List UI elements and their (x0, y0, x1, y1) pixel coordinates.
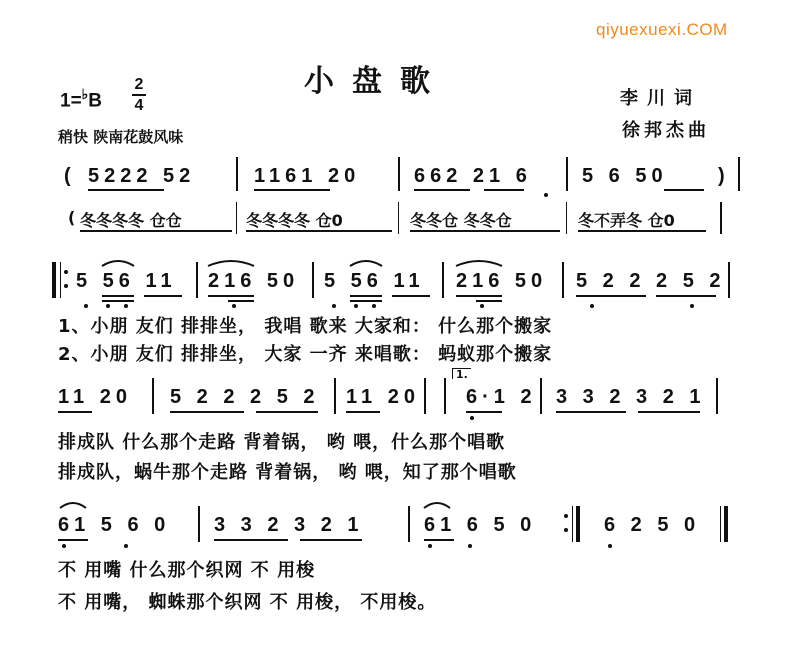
barline (398, 202, 399, 234)
percussion-measure-1: 冬冬冬冬 仓仓 (80, 211, 182, 230)
low-octave-dot (468, 544, 472, 548)
slur (58, 498, 88, 510)
key-prefix: 1= (60, 90, 82, 112)
barline (398, 157, 400, 191)
low-octave-dot (480, 304, 484, 308)
low-octave-dot (124, 544, 128, 548)
beat-underline (208, 295, 254, 297)
time-divider (132, 94, 146, 96)
barline (566, 157, 568, 191)
beat-underline (58, 539, 88, 541)
barline (738, 157, 740, 191)
low-octave-dot (372, 304, 376, 308)
row1-lyric-verse-1: 1、小朋 友们 排排坐， 我唱 歌来 大家和： 什么那个搬家 (58, 316, 553, 337)
row3-measure-2: 3 3 2 3 2 1 (214, 514, 364, 536)
low-octave-dot (470, 416, 474, 420)
percussion-measure-2: 冬冬冬冬 仓0 (246, 211, 343, 230)
beat-underline (556, 411, 626, 413)
row2-lyric-verse-2: 排成队，蜗牛那个走路 背着锅， 哟 喂，知了那个唱歌 (58, 462, 517, 483)
beat-underline (88, 189, 164, 191)
beat-underline (456, 295, 502, 297)
barline (728, 262, 730, 298)
row3-measure-1: 61 5 6 0 (58, 514, 171, 536)
beat-underline (424, 539, 454, 541)
percussion-measure-3: 冬冬仓 冬冬仓 (410, 211, 512, 230)
slur (348, 256, 384, 268)
beat-underline (300, 539, 362, 541)
slur (454, 256, 504, 268)
low-octave-dot (690, 304, 694, 308)
key-signature (60, 86, 102, 112)
beat-underline (346, 411, 380, 413)
intro-close-paren: ) (718, 165, 730, 187)
barline (408, 506, 410, 542)
row1-lyric-verse-2: 2、小朋 友们 排排坐， 大家 一齐 来唱歌： 蚂蚁那个搬家 (58, 344, 553, 365)
beat-underline (350, 300, 382, 302)
barline (198, 506, 200, 542)
beat-underline (466, 411, 502, 413)
composer-credit: 徐邦杰曲 (622, 120, 710, 141)
low-octave-dot (124, 304, 128, 308)
row1-measure-1: 5 56 11 (76, 270, 177, 292)
repeat-dot (564, 528, 568, 532)
final-thin (720, 506, 721, 542)
row1-measure-3: 5 56 11 (324, 270, 425, 292)
row1-measure-2: 216 50 (208, 270, 300, 292)
intro-open-paren: ( (64, 165, 76, 187)
low-octave-dot (106, 304, 110, 308)
low-octave-dot (608, 544, 612, 548)
low-octave-dot (84, 304, 88, 308)
slur (422, 498, 452, 510)
low-octave-dot (62, 544, 66, 548)
row1-measure-4: 216 50 (456, 270, 548, 292)
barline (442, 262, 444, 298)
low-octave-dot (332, 304, 336, 308)
beat-underline (392, 295, 430, 297)
barline (152, 378, 154, 414)
key-note: B (88, 90, 103, 112)
row2-lyric-verse-1: 排成队 什么那个走路 背着锅， 哟 喂，什么那个唱歌 (58, 432, 506, 453)
tempo-marking: 稍快 陕南花鼓风味 (58, 128, 184, 146)
beat-underline (214, 539, 288, 541)
intro-measure-4: 5 6 50 (582, 165, 668, 187)
repeat-start-thick (52, 262, 56, 298)
repeat-dot (564, 514, 568, 518)
beat-underline (144, 295, 182, 297)
site-watermark (596, 20, 728, 40)
barline (566, 202, 567, 234)
barline (720, 202, 722, 234)
low-octave-dot (354, 304, 358, 308)
beat-underline (170, 411, 244, 413)
barline (444, 378, 446, 414)
row3-measure-4: 6 2 5 0 (604, 514, 701, 536)
time-unit: 4 (134, 97, 144, 114)
repeat-dot (64, 284, 68, 288)
barline (236, 157, 238, 191)
slur (100, 256, 136, 268)
beat-underline (80, 230, 232, 232)
repeat-end-thick (576, 506, 580, 542)
row2-measure-5: 3 3 2 3 2 1 (556, 386, 706, 408)
barline (424, 378, 426, 414)
row3-lyric-verse-1: 不 用嘴 什么那个织网 不 用梭 (58, 560, 316, 581)
low-octave-dot (544, 193, 548, 197)
row1-measure-5: 5 2 2 2 5 2 (576, 270, 726, 292)
beat-underline (578, 230, 706, 232)
beat-underline (254, 189, 330, 191)
row2-measure-3: 11 20 (346, 386, 420, 408)
beat-underline (246, 230, 392, 232)
beat-underline (484, 189, 524, 191)
barline (236, 202, 237, 234)
barline (312, 262, 314, 298)
slur (206, 256, 256, 268)
beat-underline (576, 295, 646, 297)
row2-measure-2: 5 2 2 2 5 2 (170, 386, 320, 408)
beat-underline (58, 411, 92, 413)
barline (562, 262, 564, 298)
row3-measure-3: 61 6 5 0 (424, 514, 537, 536)
page-title: 小盘歌 (304, 64, 448, 99)
barline (540, 378, 542, 414)
time-beats: 2 (134, 76, 144, 93)
beat-underline (228, 300, 254, 302)
beat-underline (410, 230, 560, 232)
barline (334, 378, 336, 414)
barline (716, 378, 718, 414)
final-thick (724, 506, 728, 542)
row2-measure-4: 6·1 2 (466, 386, 537, 408)
low-octave-dot (590, 304, 594, 308)
intro-measure-1: 5222 52 (88, 165, 196, 187)
beat-underline (656, 295, 716, 297)
row2-measure-1: 11 20 (58, 386, 132, 408)
low-octave-dot (428, 544, 432, 548)
flat-sign: ♭ (81, 86, 89, 102)
repeat-dot (64, 270, 68, 274)
row3-lyric-verse-2: 不 用嘴， 蜘蛛那个织网 不 用梭， 不用梭。 (58, 592, 437, 613)
intro-measure-2: 1161 20 (254, 165, 361, 187)
beat-underline (102, 295, 134, 297)
perc-open-paren: ( (68, 208, 76, 227)
beat-underline (256, 411, 318, 413)
beat-underline (664, 189, 704, 191)
barline (196, 262, 198, 298)
beat-underline (102, 300, 134, 302)
watermark-text: qiyuexuexi.COM (596, 20, 728, 39)
beat-underline (350, 295, 382, 297)
low-octave-dot (232, 304, 236, 308)
volta-label: 1. (456, 368, 468, 381)
intro-measure-3: 662 21 6 (414, 165, 532, 187)
beat-underline (476, 300, 502, 302)
repeat-end-thin (572, 506, 573, 542)
beat-underline (414, 189, 470, 191)
beat-underline (638, 411, 700, 413)
time-signature (132, 76, 146, 114)
repeat-start-thin (60, 262, 61, 298)
lyricist-credit: 李川词 (620, 88, 701, 109)
percussion-measure-4: 冬不弄冬 仓0 (578, 211, 675, 230)
